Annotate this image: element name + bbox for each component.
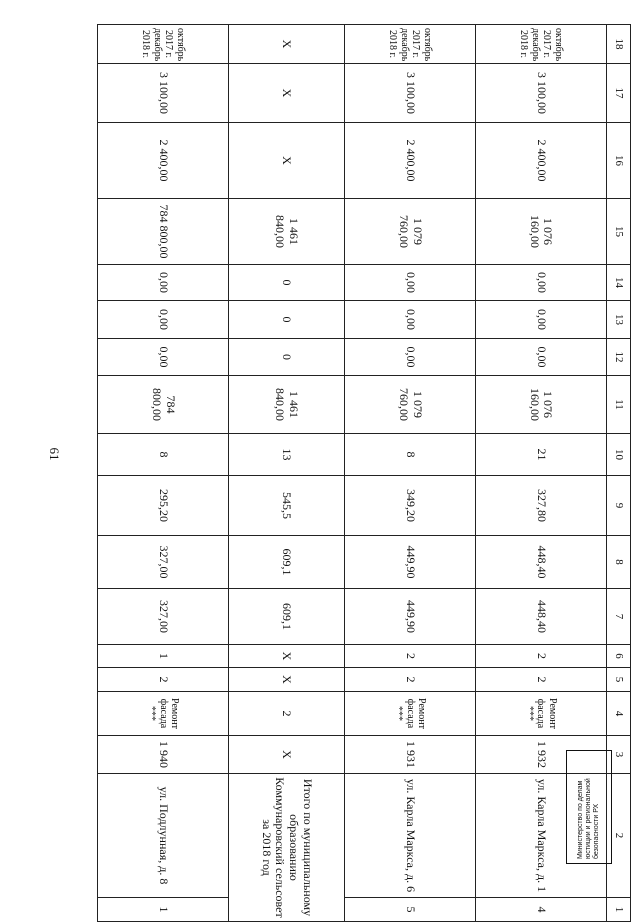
cell-value: 2 400,00: [344, 123, 475, 199]
table-row: [344, 25, 475, 922]
cell-value: 0,00: [344, 301, 475, 339]
cell-number: 4: [475, 898, 606, 922]
cell-value: 2 400,00: [475, 123, 606, 199]
cell-value: 448,40: [475, 589, 606, 645]
cell-value: 3 100,00: [475, 64, 606, 123]
cell-value: 8: [98, 434, 229, 476]
cell-value: 327,80: [475, 476, 606, 536]
cell-value: 0,00: [98, 339, 229, 376]
cell-value: X: [228, 645, 344, 668]
cell-value: 0: [228, 339, 344, 376]
cell-value: 1 931: [344, 736, 475, 774]
cell-value: 1 461 840,00: [228, 199, 344, 265]
header-cell: 8: [606, 536, 630, 589]
cell-value: 609,1: [228, 589, 344, 645]
cell-total-label: Итого по муниципальному образованию Коммунаровский сельсовет за 2018 год: [228, 774, 344, 922]
cell-value: 2: [475, 645, 606, 668]
cell-value: 784 800,00: [98, 376, 229, 434]
cell-value: 1 079 760,00: [344, 199, 475, 265]
cell-value: 545,5: [228, 476, 344, 536]
header-cell: 2: [606, 774, 630, 898]
header-cell: 7: [606, 589, 630, 645]
header-cell: 5: [606, 668, 630, 692]
register-table-container: [97, 24, 631, 918]
cell-value: 0,00: [98, 301, 229, 339]
cell-value: 0,00: [475, 301, 606, 339]
header-cell: 1: [606, 898, 630, 922]
cell-value: 2: [228, 692, 344, 736]
cell-value: 609,1: [228, 536, 344, 589]
register-table: [97, 24, 631, 922]
cell-value: 0: [228, 265, 344, 301]
cell-value: 327,00: [98, 589, 229, 645]
cell-value: 2: [344, 645, 475, 668]
cell-value: 327,00: [98, 536, 229, 589]
cell-value: 0,00: [344, 339, 475, 376]
cell-value: 1 076 160,00: [475, 199, 606, 265]
register-table-rotated: [97, 24, 631, 918]
cell-value: 2: [344, 668, 475, 692]
cell-value: 0: [228, 301, 344, 339]
cell-address: ул. Подлунная, д. 8: [98, 774, 229, 898]
header-cell: 15: [606, 199, 630, 265]
ministry-stamp: [566, 750, 612, 864]
cell-value: 1 461 840,00: [228, 376, 344, 434]
cell-value: 8: [344, 434, 475, 476]
cell-value: X: [228, 668, 344, 692]
cell-value: 2 400,00: [98, 123, 229, 199]
cell-value: 295,20: [98, 476, 229, 536]
cell-value: X: [228, 25, 344, 64]
header-cell: 13: [606, 301, 630, 339]
header-cell: 11: [606, 376, 630, 434]
table-row: [98, 25, 229, 922]
cell-period: октябрь 2017 г. декабрь 2018 г.: [344, 25, 475, 64]
cell-period: октябрь 2017 г. декабрь 2018 г.: [475, 25, 606, 64]
header-cell: 4: [606, 692, 630, 736]
cell-value: 449,90: [344, 536, 475, 589]
cell-value: 0,00: [475, 339, 606, 376]
cell-number: 1: [98, 898, 229, 922]
cell-value: 2: [475, 668, 606, 692]
cell-value: 784 800,00: [98, 199, 229, 265]
cell-work-type: Ремонт фасада ***: [344, 692, 475, 736]
cell-value: X: [228, 64, 344, 123]
cell-value: 449,90: [344, 589, 475, 645]
cell-value: 349,20: [344, 476, 475, 536]
header-cell: 6: [606, 645, 630, 668]
cell-value: 1 940: [98, 736, 229, 774]
cell-address: ул. Карла Маркса, д. 1: [475, 774, 606, 898]
cell-period: октябрь 2017 г. декабрь 2018 г.: [98, 25, 229, 64]
header-cell: 17: [606, 64, 630, 123]
cell-value: 2: [98, 668, 229, 692]
cell-value: 0,00: [98, 265, 229, 301]
cell-value: 0,00: [344, 265, 475, 301]
cell-value: 0,00: [475, 265, 606, 301]
cell-value: 13: [228, 434, 344, 476]
cell-value: 1: [98, 645, 229, 668]
cell-value: 1 079 760,00: [344, 376, 475, 434]
cell-value: X: [228, 123, 344, 199]
header-cell: 10: [606, 434, 630, 476]
cell-value: X: [228, 736, 344, 774]
cell-value: 1 076 160,00: [475, 376, 606, 434]
cell-number: 5: [344, 898, 475, 922]
header-cell: 12: [606, 339, 630, 376]
cell-value: 3 100,00: [98, 64, 229, 123]
stamp-text: Министерство по делам юстиции и региональной безопасности РХ: [576, 778, 601, 859]
header-cell: 16: [606, 123, 630, 199]
header-cell: 18: [606, 25, 630, 64]
table-row-total: [228, 25, 344, 922]
cell-work-type: Ремонт фасада ***: [475, 692, 606, 736]
cell-value: 1 932: [475, 736, 606, 774]
cell-value: 3 100,00: [344, 64, 475, 123]
header-cell: 3: [606, 736, 630, 774]
page-number: 61: [47, 447, 62, 461]
cell-value: 21: [475, 434, 606, 476]
cell-value: 448,40: [475, 536, 606, 589]
header-cell: 9: [606, 476, 630, 536]
cell-work-type: Ремонт фасада ***: [98, 692, 229, 736]
cell-address: ул. Карла Маркса, д. 6: [344, 774, 475, 898]
header-cell: 14: [606, 265, 630, 301]
